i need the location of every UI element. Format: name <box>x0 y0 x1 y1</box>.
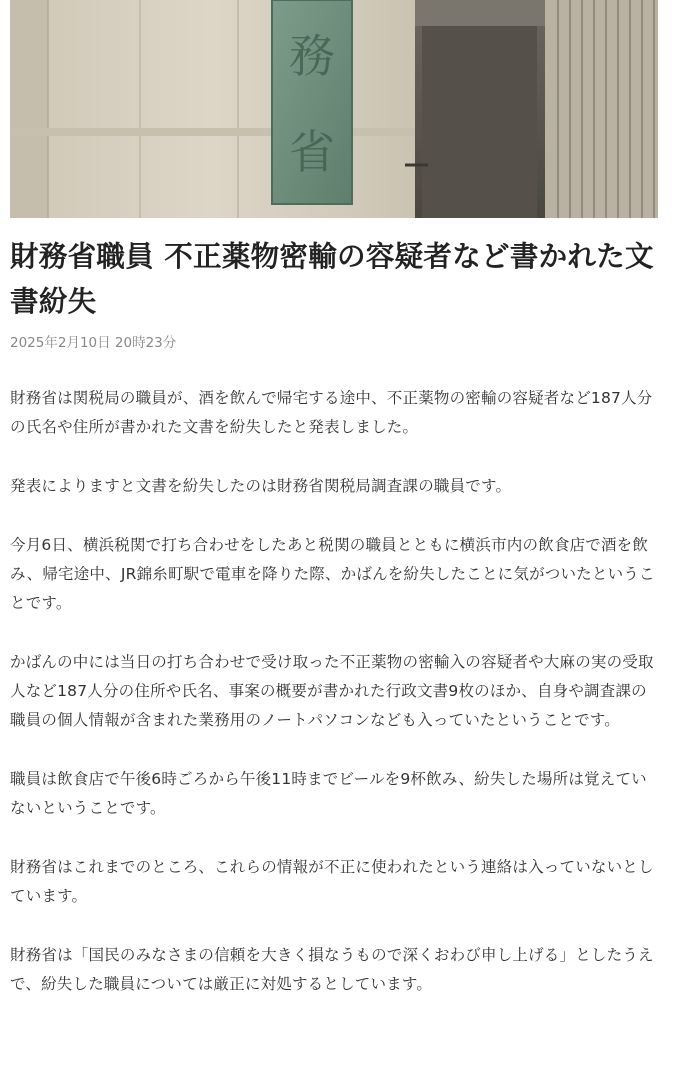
article-paragraph: 今月6日、横浜税関で打ち合わせをしたあと税関の職員とともに横浜市内の飲食店で酒を飲み、帰宅途中、JR錦糸町駅で電車を降りた際、かばんを紛失したことに気がついたということです。 <box>10 536 655 612</box>
ministry-sign-photo <box>10 0 658 218</box>
article-paragraph: 財務省は「国民のみなさまの信頼を大きく損なうもので深くおわび申し上げる」としたうえで、紛失した職員については厳正に対処するとしています。 <box>10 946 654 993</box>
article-paragraph: 財務省は関税局の職員が、酒を飲んで帰宅する途中、不正薬物の密輸の容疑者など187人分の氏名や住所が書かれた文書を紛失したと発表しました。 <box>10 389 653 436</box>
article-body <box>10 384 662 1029</box>
hero-photo <box>10 0 658 218</box>
article-timestamp: 2025年2月10日 20時23分 <box>10 335 177 351</box>
article-paragraph: 発表によりますと文書を紛失したのは財務省関税局調査課の職員です。 <box>10 477 512 495</box>
sign-character-1: 務 <box>289 29 335 83</box>
article-paragraph: 財務省はこれまでのところ、これらの情報が不正に使われたという連絡は入っていないとしています。 <box>10 858 654 905</box>
article-paragraph: かばんの中には当日の打ち合わせで受け取った不正薬物の密輸入の容疑者や大麻の実の受取人など187人分の住所や氏名、事案の概要が書かれた行政文書9枚のほか、自身や調査課の職員の個人情報が含まれた業務用のノートパソコンなども入っていたということです。 <box>10 653 654 729</box>
article-paragraph: 職員は飲食店で午後6時ごろから午後11時までビールを9杯飲み、紛失した場所は覚えていないということです。 <box>10 770 647 817</box>
sign-character-2: 省 <box>289 125 335 179</box>
article-headline: 財務省職員 不正薬物密輸の容疑者など書かれた文書紛失 <box>10 240 654 318</box>
